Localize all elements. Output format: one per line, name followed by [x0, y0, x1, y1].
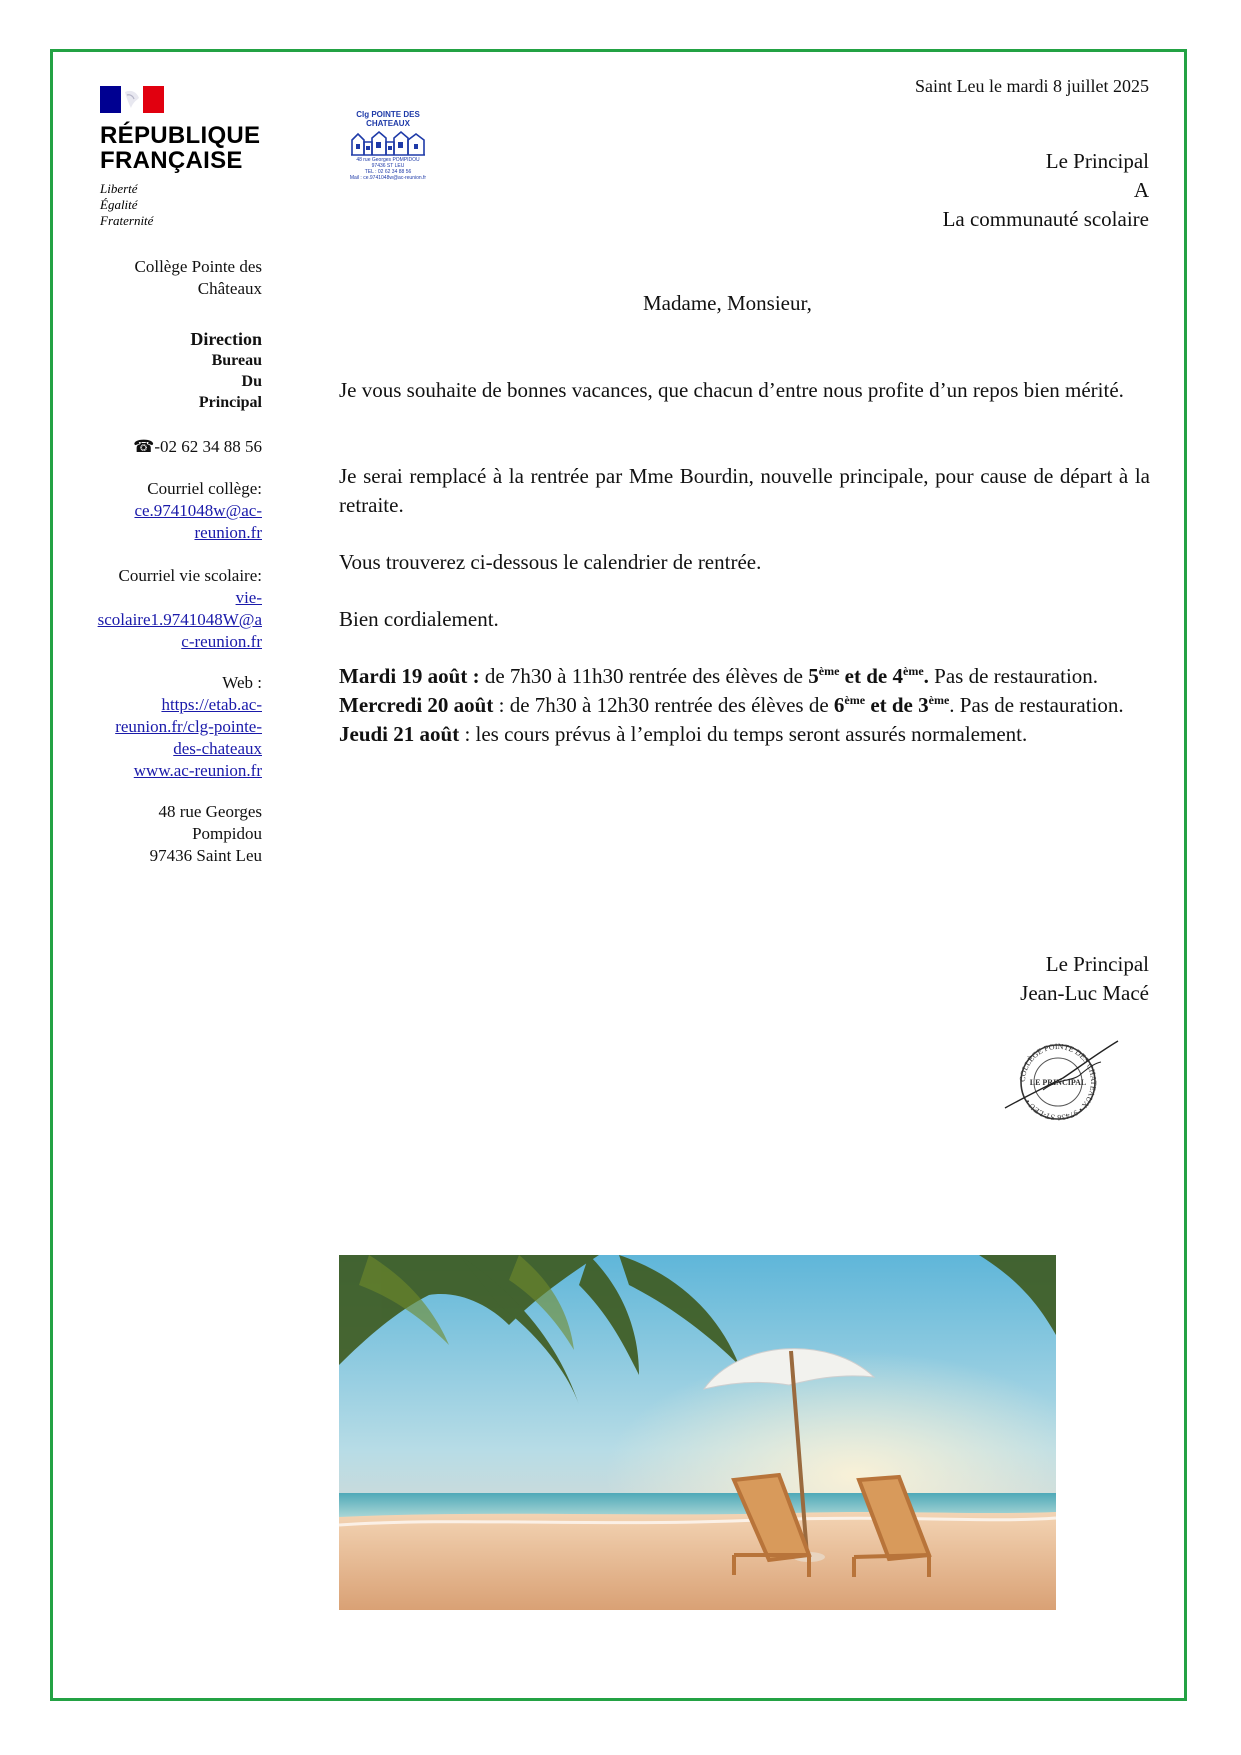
address-line: Pompidou [192, 824, 262, 843]
web-link[interactable]: https://etab.ac- reunion.fr/clg-pointe- des-chateaux [115, 695, 262, 758]
schedule-mardi: Mardi 19 août : de 7h30 à 11h30 rentrée des élèves de 5ème et de 4ème. Pas de restauration. [339, 664, 1099, 688]
signature [1020, 950, 1149, 1008]
courriel-vie-block [70, 565, 262, 653]
schedule-mercredi: Mercredi 20 août : de 7h30 à 12h30 rentrée des élèves de 6ème et de 3ème. Pas de restauration. [339, 693, 1124, 717]
sidebar [70, 0, 262, 900]
phone-block [70, 436, 262, 458]
devise-fraternite: Fraternité [100, 213, 154, 228]
courriel-college-label: Courriel collège: [147, 479, 262, 498]
svg-text:LE PRINCIPAL: LE PRINCIPAL [1029, 1078, 1087, 1087]
devise-liberte: Liberté [100, 181, 138, 196]
letter-body-3 [339, 548, 1150, 577]
courriel-college-link[interactable]: ce.9741048w@ac- reunion.fr [134, 501, 262, 542]
college-logo-line: Mail : ce.9741048w@ac-reunion.fr [349, 175, 427, 181]
college-name [70, 256, 262, 300]
principal-stamp [1003, 1038, 1121, 1123]
devise-egalite: Égalité [100, 197, 138, 212]
republique-line1: RÉPUBLIQUE [100, 122, 261, 149]
direction-block [70, 328, 262, 413]
chateau-icon [350, 130, 426, 156]
courriel-college-block [70, 478, 262, 544]
addressee-line: A [1133, 178, 1149, 202]
greeting: Madame, Monsieur, [643, 291, 812, 315]
letter-date: Saint Leu le mardi 8 juillet 2025 [915, 76, 1149, 96]
svg-text:COLLÈGE POINTE DES CHATEAUX •: COLLÈGE POINTE DES CHATEAUX • 97436 ST-LEU • [1017, 1041, 1099, 1123]
college-name-line: Collège Pointe des [134, 257, 262, 276]
courriel-vie-link[interactable]: vie- scolaire1.9741048W@a c-reunion.fr [97, 588, 262, 651]
college-name-line: Châteaux [197, 279, 262, 298]
phone-icon: ☎ [133, 437, 155, 456]
paragraph-calendar: Vous trouverez ci-dessous le calendrier de rentrée. [339, 550, 762, 574]
web-label: Web : [222, 673, 262, 692]
college-logo-name: Clg POINTE DES CHATEAUX [356, 110, 420, 128]
address-line: 97436 Saint Leu [149, 846, 262, 865]
address-line: 48 rue Georges [158, 802, 262, 821]
paragraph-wishes: Je vous souhaite de bonnes vacances, que chacun d’entre nous profite d’un repos bien mérité. [339, 378, 1124, 402]
beach-photo [339, 1255, 1056, 1610]
letter-body [339, 376, 1150, 405]
college-logo-line: TEL : 02 62 34 88 56 [364, 169, 412, 175]
schedule [339, 662, 1150, 749]
bureau-line: Principal [198, 394, 262, 411]
courriel-vie-label: Courriel vie scolaire: [118, 566, 262, 585]
bureau-line: Du [241, 373, 262, 390]
addressee [943, 147, 1149, 234]
letter-body-4 [339, 605, 1150, 634]
web-link-2[interactable]: www.ac-reunion.fr [133, 761, 262, 780]
schedule-jeudi: Jeudi 21 août : les cours prévus à l’emploi du temps seront assurés normalement. [339, 722, 1028, 746]
college-logo-line: 97436 ST LEU [371, 163, 405, 169]
college-logo-line: 48 rue Georges POMPIDOU [356, 157, 420, 163]
paragraph-replacement: Je serai remplacé à la rentrée par Mme Bourdin, nouvelle principale, pour cause de départ à la retraite. [339, 464, 1150, 517]
addressee-line: La communauté scolaire [942, 207, 1149, 231]
addressee-line: Le Principal [1045, 149, 1149, 173]
web-block [70, 672, 262, 782]
bureau-line: Bureau [211, 352, 262, 369]
direction-label: Direction [190, 329, 262, 349]
letter-body-2 [339, 462, 1150, 520]
college-logo [338, 110, 438, 181]
paragraph-closing: Bien cordialement. [339, 607, 499, 631]
signature-name: Jean-Luc Macé [1020, 981, 1149, 1005]
address-block [70, 801, 262, 867]
republique-line2: FRANÇAISE [100, 147, 243, 174]
signature-title: Le Principal [1045, 952, 1149, 976]
phone-number: -02 62 34 88 56 [154, 437, 262, 456]
